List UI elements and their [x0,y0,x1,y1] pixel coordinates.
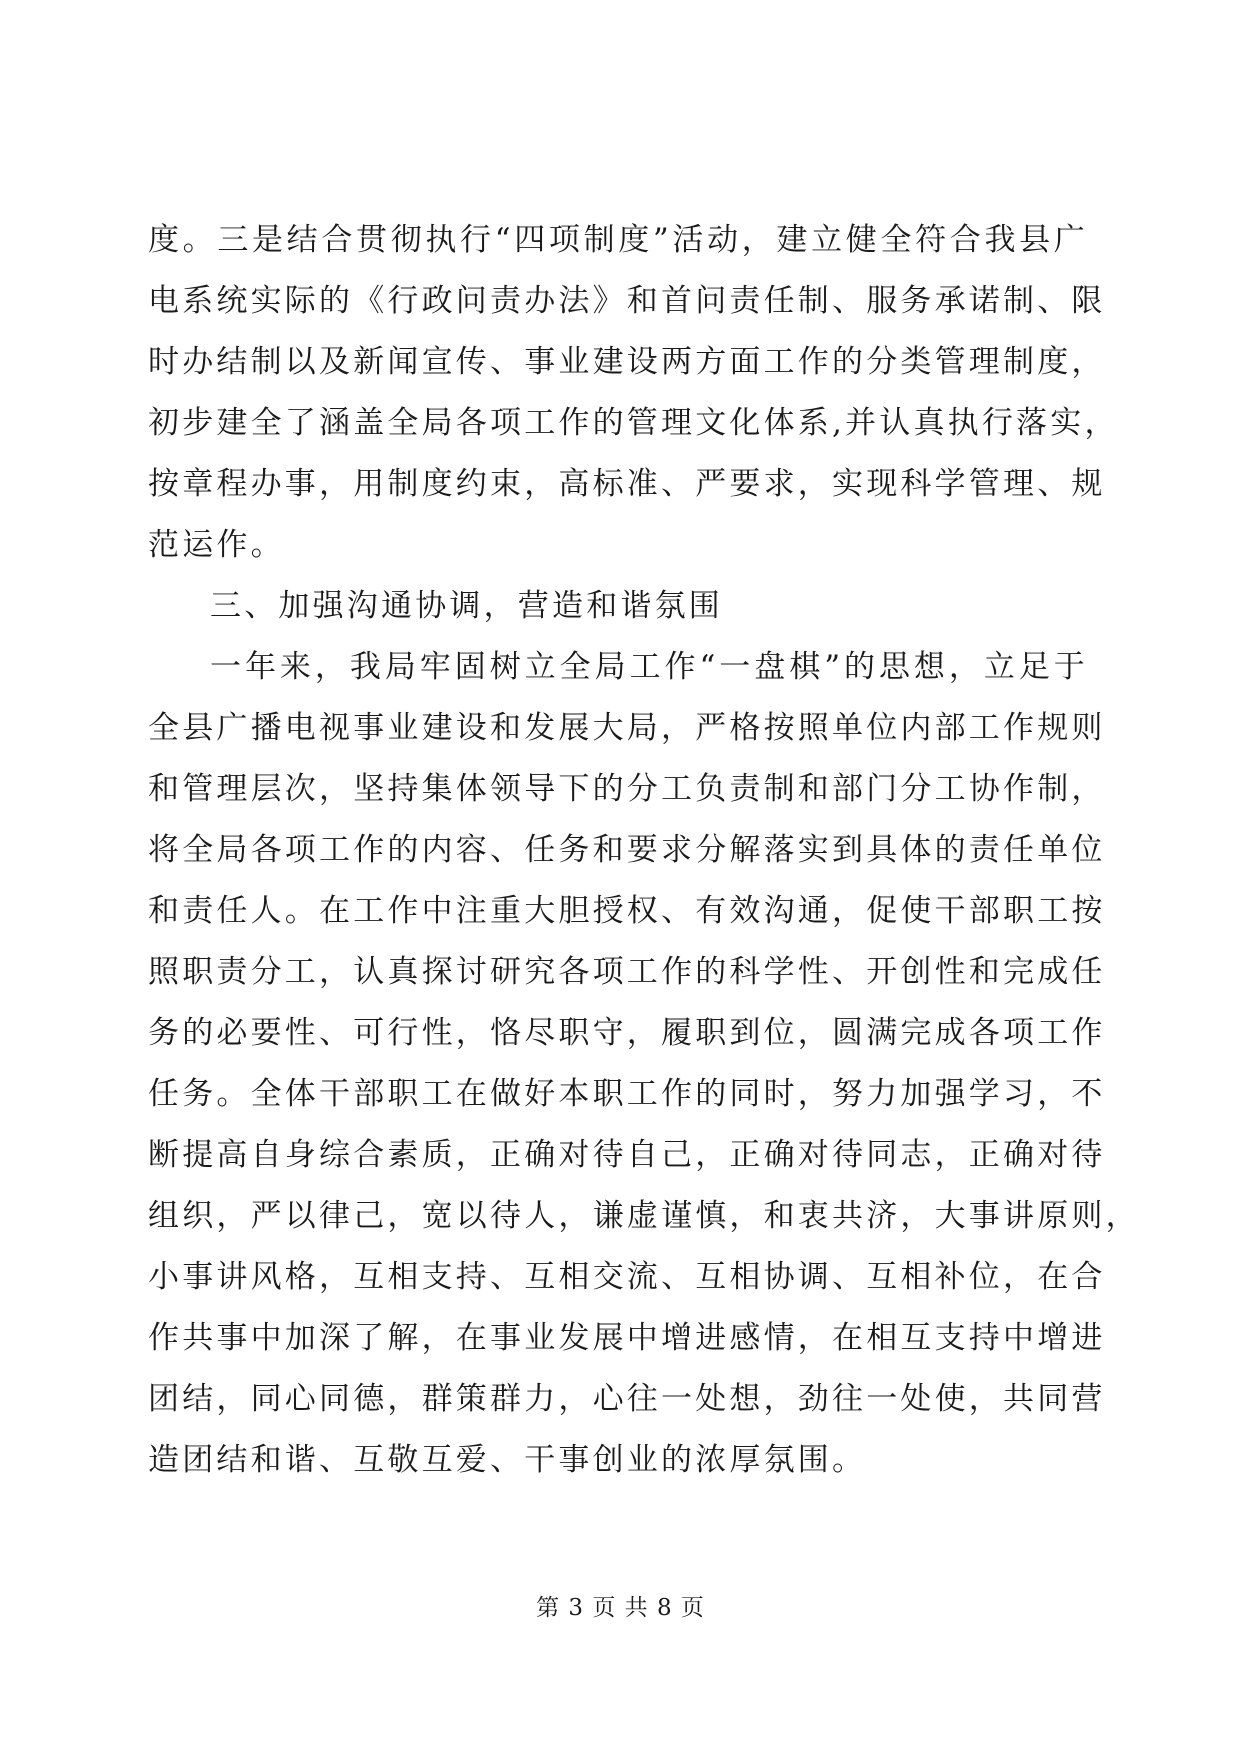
text-line: 按章程办事，用制度约束，高标准、严要求，实现科学管理、规 [148,466,1106,502]
text-line: 电系统实际的《行政问责办法》和首问责任制、服务承诺制、限 [148,283,1106,319]
text-line: 务的必要性、可行性，恪尽职守，履职到位，圆满完成各项工作 [148,1015,1106,1051]
text-line: 和责任人。在工作中注重大胆授权、有效沟通，促使干部职工按 [148,893,1106,929]
text-line: 作共事中加深了解，在事业发展中增进感情，在相互支持中增进 [148,1320,1106,1356]
text-line: 组织，严以律己，宽以待人，谦虚谨慎，和衷共济，大事讲原则， [148,1198,1140,1234]
section-heading: 三、加强沟通协调，营造和谐氛围 [210,588,723,624]
text-line: 和管理层次，坚持集体领导下的分工负责制和部门分工协作制， [148,771,1106,807]
text-line: 初步建全了涵盖全局各项工作的管理文化体系,并认真执行落实， [148,405,1119,441]
text-line: 团结，同心同德，群策群力，心往一处想，劲往一处使，共同营 [148,1381,1106,1417]
text-line: 照职责分工，认真探讨研究各项工作的科学性、开创性和完成任 [148,954,1106,990]
text-line: 任务。全体干部职工在做好本职工作的同时，努力加强学习，不 [148,1076,1106,1112]
text-line: 范运作。 [148,527,285,563]
text-line: 断提高自身综合素质，正确对待自己，正确对待同志，正确对待 [148,1137,1106,1173]
text-line: 全县广播电视事业建设和发展大局，严格按照单位内部工作规则 [148,710,1106,746]
text-line: 时办结制以及新闻宣传、事业建设两方面工作的分类管理制度， [148,344,1106,380]
text-line: 将全局各项工作的内容、任务和要求分解落实到具体的责任单位 [148,832,1106,868]
text-line: 一年来，我局牢固树立全局工作“一盘棋”的思想，立足于 [210,649,1088,685]
text-line: 度。三是结合贯彻执行“四项制度”活动，建立健全符合我县广 [148,222,1088,258]
text-line: 造团结和谐、互敬互爱、干事创业的浓厚氛围。 [148,1442,867,1478]
page-footer: 第 3 页 共 8 页 [536,1595,705,1621]
body-text [148,210,1140,1491]
text-line: 小事讲风格，互相支持、互相交流、互相协调、互相补位，在合 [148,1259,1106,1295]
